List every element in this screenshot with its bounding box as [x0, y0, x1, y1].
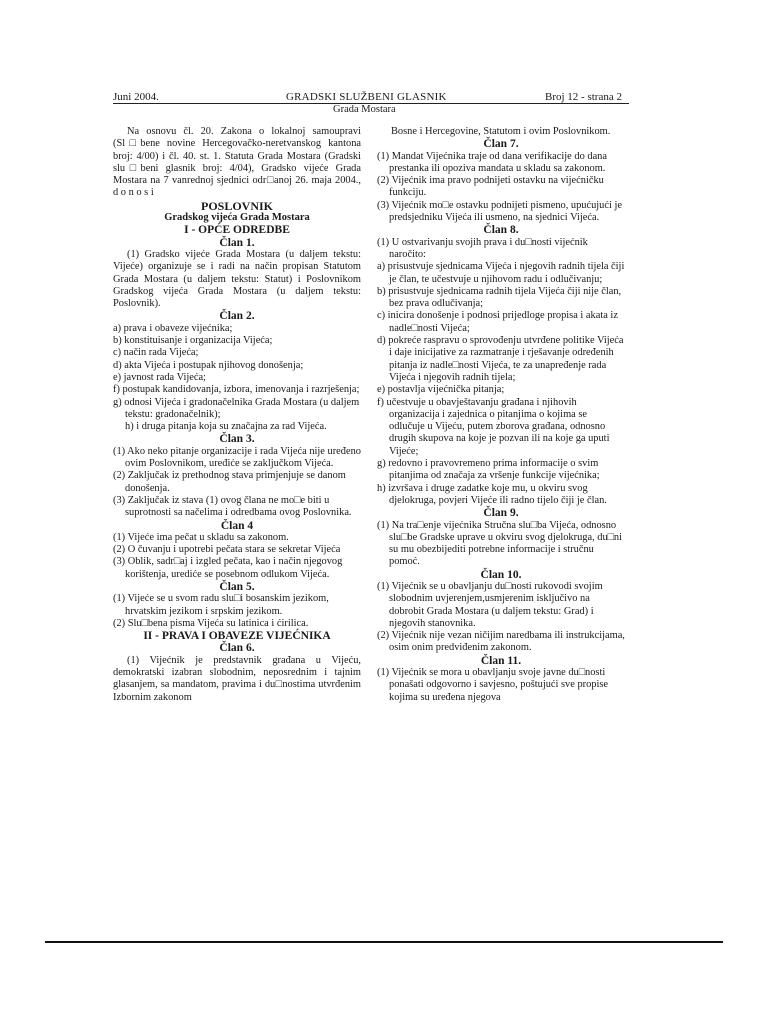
list-item: e) javnost rada Vijeća;	[113, 371, 206, 383]
section-heading-general: I - OPĆE ODREDBE	[184, 224, 290, 237]
list-item: (1) Vijeće se u svom radu slu□i bosanskim jezikom, hrvatskim jezikom i srpskim jezikom.	[113, 593, 329, 617]
article-heading-9: Član 9.	[483, 507, 519, 520]
list-item: (1) Vijeće ima pečat u skladu sa zakonom.	[113, 531, 289, 543]
continuation-text: Bosne i Hercegovine, Statutom i ovim Poslovnikom.	[391, 126, 611, 137]
article-heading-5: Član 5.	[219, 580, 255, 593]
list-item: (3) Vijećnik mo□e ostavku podnijeti pismeno, upućujući je predsjedniku Vijeća ili usmeno, na sjednici Vijeća.	[377, 199, 622, 224]
article-heading-6: Član 6.	[219, 642, 255, 655]
list-item: b) prisustvuje sjednicama radnih tijela Vijeća čiji nije član, bez prava odlučivanja;	[377, 285, 622, 310]
article-9-text: (1) Na tra□enje vijećnika Stručna slu□ba Vijeća, odnosno slu□be Gradske uprave u okviru svog djelokruga, du□ni su mu obezbijediti potrebne informacije i stručnu pomoć.	[377, 519, 623, 568]
page-bottom-rule	[45, 941, 723, 943]
article-heading-11: Član 11.	[480, 654, 522, 667]
article-heading-4: Član 4	[220, 519, 254, 532]
document-title: POSLOVNIK	[200, 198, 273, 213]
list-item: e) postavlja vijećnička pitanja;	[377, 384, 505, 396]
article-heading-3: Član 3.	[219, 433, 255, 446]
list-item: (3) Oblik, sadr□aj i izgled pečata, kao i način njegovog korištenja, urediće se posebnom odlukom Vijeća.	[113, 556, 343, 580]
article-heading-7: Član 7.	[483, 138, 519, 151]
list-item: (1) Vijećnik se u obavljanju du□nosti rukovodi svojim slobodnim uvjerenjem,usmjerenim isključivo na dobrobit Grada Mostara (u daljem tekstu: Grad) i njegovih stanovnika.	[377, 580, 603, 629]
list-item: f) učestvuje u obavještavanju građana i njihovih organizacija i zajednica o pitanjima o kojima se odlučuje u Vijeću, putem zborova građana, odnosno drugih skupova na koje je pozvan ili na koje ga uputi Vijeće;	[377, 396, 610, 457]
list-item: (2) Zaključak iz prethodnog stava primjenjuje se danom donošenja.	[113, 470, 346, 494]
right-column	[377, 126, 625, 704]
intro-paragraph: Na osnovu čl. 20. Zakona o lokalnoj samoupravi (Sl□bene novine Hercegovačko-neretvanskog kantona broj: 4/00) i čl. 40. st. 1. Statuta Grada Mostara (Gradski slu□beni glasnik broj: 4/04), Gradsko vijeće Grada Mostara na 7 vanrednoj sjednici odr□anoj 26. maja 2004., d o n o s i	[113, 126, 361, 199]
header-publication-title: GRADSKI SLUŽBENI GLASNIK	[286, 91, 447, 103]
article-8-intro: (1) U ostvarivanju svojih prava i du□nosti vijećnik naročito:	[377, 236, 588, 260]
article-heading-10: Član 10.	[480, 568, 522, 581]
list-item: a) prava i obaveze vijećnika;	[113, 322, 233, 334]
article-1-text: (1) Gradsko vijeće Grada Mostara (u daljem tekstu: Vijeće) organizuje se i radi na način propisan Statutom Grada Mostara (u daljem tekstu: Statut) i Poslovnikom Gradskog vijeća Grada Mostara (u daljem tekstu: Poslovnik).	[113, 248, 361, 310]
list-item: (2) Vijećnik nije vezan ničijim naredbama ili instrukcijama, osim onim predviđenim zakonom.	[377, 630, 625, 654]
list-item: a) prisustvuje sjednicama Vijeća i njegovih radnih tijela čiji je član, te učestvuje u njihovom radu i odlučivanju;	[377, 261, 625, 285]
list-item: c) način rada Vijeća;	[113, 347, 199, 359]
list-item: f) postupak kandidovanja, izbora, imenovanja i razrješenja;	[113, 384, 360, 396]
list-item: (1) Mandat Vijećnika traje od dana verifikacije do dana prestanka ili opoziva mandata u skladu sa zakonom.	[377, 150, 607, 174]
list-item: h) izvršava i druge zadatke koje mu, u okviru svog djelokruga, povjeri Vijeće ili radno tijelo čiji je član.	[377, 482, 607, 506]
list-item: (3) Zaključak iz stava (1) ovog člana ne mo□e biti u suprotnosti sa načelima i odredbama ovog Poslovnika.	[113, 494, 352, 519]
left-column	[113, 126, 361, 704]
header-subtitle: Grada Mostara	[333, 104, 396, 115]
list-item: g) redovno i pravovremeno prima informacije o svim pitanjima od značaja za vršenje funkcije vijećnika;	[377, 458, 600, 482]
list-item: b) konstituisanje i organizacija Vijeća;	[113, 335, 273, 347]
list-item: (2) Slu□bena pisma Vijeća su latinica i ćirilica.	[113, 617, 309, 629]
article-heading-2: Član 2.	[219, 310, 255, 323]
list-item: d) akta Vijeća i postupak njihovog donošenja;	[113, 359, 304, 371]
document-subtitle: Gradskog vijeća Grada Mostara	[164, 212, 310, 224]
section-heading-rights: II - PRAVA I OBAVEZE VIJEĆNIKA	[143, 630, 331, 643]
list-item: (2) O čuvanju i upotrebi pečata stara se sekretar Vijeća	[113, 544, 341, 556]
header-page-number: Broj 12 - strana 2	[545, 91, 622, 103]
list-item: c) inicira donošenje i podnosi prijedloge propisa i akata iz nadle□nosti Vijeća;	[377, 310, 618, 334]
list-item: d) pokreće raspravu o sprovođenju utvrđene politike Vijeća i daje inicijative za razmatranje i rješavanje određenih pitanja iz nadle□nosti Vijeća, te za unapređenje rada Vijeća i njegovih radnih tijela;	[377, 335, 624, 383]
header-date: Juni 2004.	[113, 91, 159, 103]
list-item: g) odnosi Vijeća i gradonačelnika Grada Mostara (u daljem tekstu: gradonačelnik);	[113, 396, 360, 420]
article-heading-1: Član 1.	[219, 236, 255, 249]
article-6-text: (1) Vijećnik je predstavnik građana u Vijeću, demokratski izabran slobodnim, neposrednim i tajnim glasanjem, sa mandatom, pravima i du□nostima utvrđenim Izbornim zakonom	[113, 654, 361, 703]
list-item: (1) Ako neko pitanje organizacije i rada Vijeća nije uređeno ovim Poslovnikom, uređiće se zaključkom Vijeća.	[113, 445, 361, 470]
article-heading-8: Član 8.	[483, 224, 519, 237]
list-item: (2) Vijećnik ima pravo podnijeti ostavku na vijećničku funkciju.	[377, 175, 604, 199]
article-11-text: (1) Vijećnik se mora u obavljanju svoje javne du□nosti ponašati odgovorno i savjesno, poštujući sve propise kojima su uređena njegova	[377, 667, 609, 703]
list-item: h) i druga pitanja koja su značajna za rad Vijeća.	[125, 421, 327, 433]
